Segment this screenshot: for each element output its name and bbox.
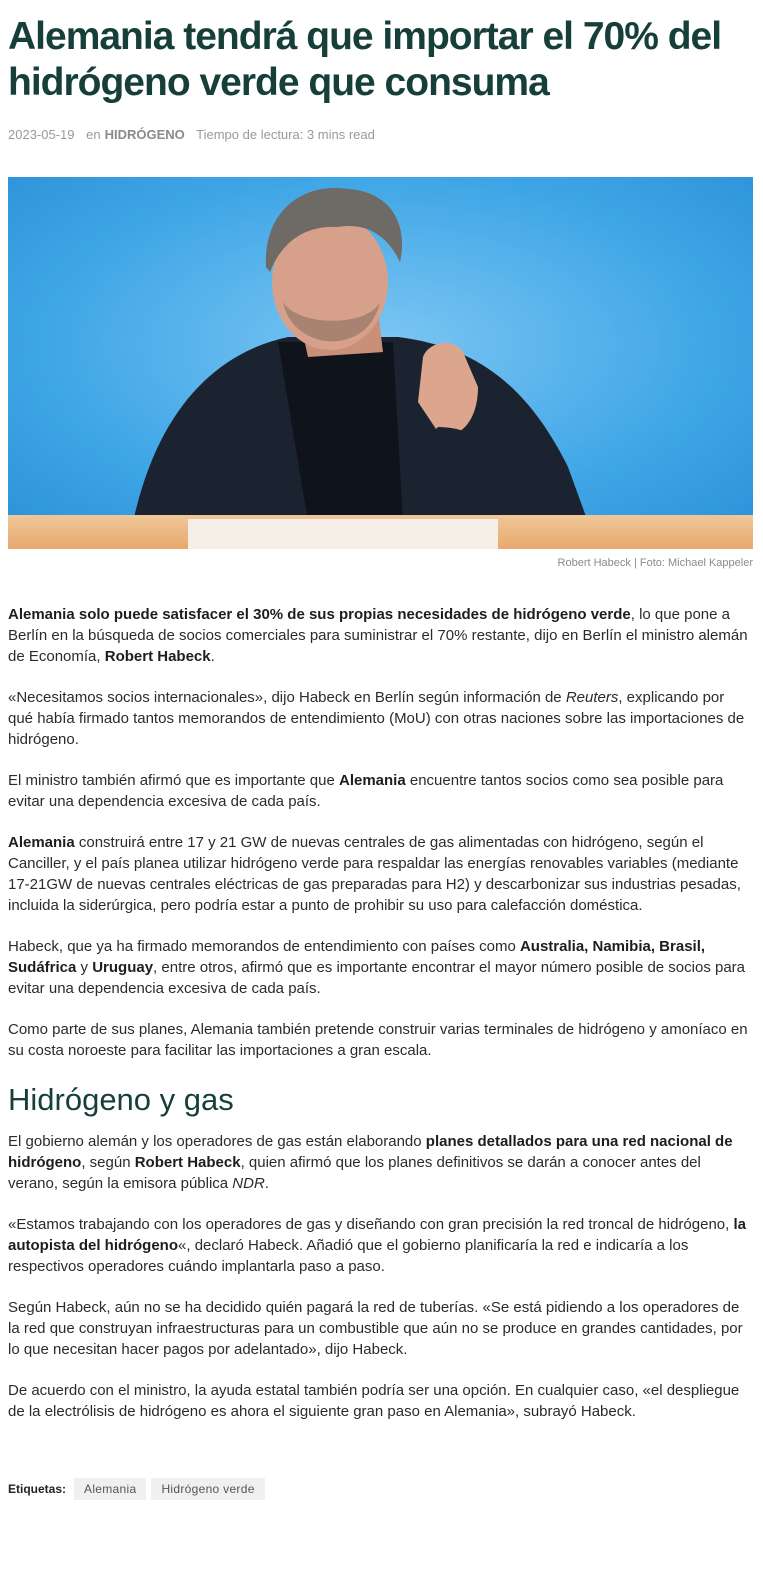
- section-paragraphs: [8, 1131, 753, 1422]
- tag-hidrogeno-verde[interactable]: Hidrógeno verde: [151, 1478, 264, 1500]
- article-date: 2023-05-19: [8, 127, 75, 142]
- text-run: El ministro también afirmó que es importante que: [8, 772, 339, 789]
- text-run: y: [76, 959, 93, 976]
- featured-image: [8, 177, 753, 549]
- paragraph: [8, 832, 753, 916]
- text-run: «Estamos trabajando con los operadores de gas y diseñando con gran precisión la red troncal de hidrógeno,: [8, 1216, 734, 1233]
- image-caption: Robert Habeck | Foto: Michael Kappeler: [557, 557, 753, 569]
- paragraph: [8, 604, 753, 667]
- article-meta: [8, 127, 383, 142]
- bold-text: Australia, Namibia, Brasil, Sudáfrica: [8, 938, 706, 976]
- bold-text: Robert Habeck: [104, 648, 211, 665]
- text-run: «, declaró Habeck. Añadió que el gobierno planificaría la red e indicaría a los respectivos operadores cuándo implantarla paso a paso.: [8, 1237, 689, 1275]
- category-link[interactable]: HIDRÓGENO: [104, 127, 185, 142]
- text-run: Como parte de sus planes, Alemania también pretende construir varias terminales de hidrógeno y amoníaco en su costa noroeste para facilitar las importaciones a gran escala.: [8, 1021, 748, 1059]
- bold-text: Alemania: [8, 834, 75, 851]
- text-run: , lo que pone a Berlín en la búsqueda de socios comerciales para suministrar el 70% restante, dijo en Berlín el ministro alemán de Economía,: [8, 606, 748, 665]
- section-heading: Hidrógeno y gas: [8, 1082, 234, 1117]
- text-run: .: [264, 1175, 269, 1192]
- bold-text: planes detallados para una red nacional de hidrógeno: [8, 1133, 733, 1171]
- paragraph: [8, 687, 753, 750]
- text-run: , explicando por qué había firmado tantos memorandos de entendimiento (MoU) con otras naciones sobre las importaciones de hidrógeno.: [8, 689, 745, 748]
- text-run: encuentre tantos socios como sea posible para evitar una dependencia excesiva de cada país.: [8, 772, 724, 810]
- article-body: [8, 604, 753, 1442]
- bold-text: Alemania solo puede satisfacer el 30% de sus propias necesidades de hidrógeno verde: [8, 606, 631, 623]
- paragraph: [8, 1297, 753, 1360]
- text-run: El gobierno alemán y los operadores de gas están elaborando: [8, 1133, 426, 1150]
- text-run: .: [210, 648, 215, 665]
- paragraph: [8, 1019, 753, 1061]
- paragraph: [8, 1380, 753, 1422]
- text-run: , entre otros, afirmó que es importante encontrar el mayor número posible de socios para evitar una dependencia excesiva de cada país.: [8, 959, 746, 997]
- category-prefix: en: [86, 127, 101, 142]
- portrait-photo: [8, 177, 753, 549]
- reading-time: Tiempo de lectura: 3 mins read: [196, 127, 375, 142]
- text-run: Habeck, que ya ha firmado memorandos de entendimiento con países como: [8, 938, 520, 955]
- paragraph: [8, 770, 753, 812]
- bold-text: Robert Habeck: [134, 1154, 241, 1171]
- text-run: , según: [81, 1154, 135, 1171]
- bold-text: Uruguay: [92, 959, 154, 976]
- text-run: De acuerdo con el ministro, la ayuda estatal también podría ser una opción. En cualquier caso, «el despliegue de la electrólisis de hidrógeno es ahora el siguiente gran paso en Alemania», subrayó Habeck.: [8, 1382, 740, 1420]
- bold-text: Alemania: [339, 772, 406, 789]
- article-title: Alemania tendrá que importar el 70% del hidrógeno verde que consuma: [8, 15, 722, 104]
- paragraph: [8, 936, 753, 999]
- paragraph: [8, 1131, 753, 1194]
- paragraph: [8, 1214, 753, 1277]
- text-run: construirá entre 17 y 21 GW de nuevas centrales de gas alimentadas con hidrógeno, según el Canciller, y el país planea utilizar hidrógeno verde para respaldar las energías renovables variables (mediante 17-21GW de nuevas centrales eléctricas de gas preparadas para H2) y descarbonizar sus industrias pesadas, incluida la siderúrgica, pero podría estar a punto de prohibir su uso para calefacción doméstica.: [8, 834, 741, 914]
- text-run: Según Habeck, aún no se ha decidido quién pagará la red de tuberías. «Se está pidiendo a los operadores de la red que construyan infraestructuras para un combustible que aún no se produce en grandes cantidades, por lo que necesitan hacer pagos por adelantado», dijo Habeck.: [8, 1299, 743, 1358]
- bold-text: la autopista del hidrógeno: [8, 1216, 746, 1254]
- tags-bar: [8, 1478, 270, 1500]
- italic-text: Reuters: [565, 689, 619, 706]
- text-run: «Necesitamos socios internacionales», dijo Habeck en Berlín según información de: [8, 689, 566, 706]
- text-run: , quien afirmó que los planes definitivos se darán a conocer antes del verano, según la emisora pública: [8, 1154, 701, 1192]
- tags-label: Etiquetas:: [8, 1482, 67, 1496]
- intro-paragraphs: [8, 604, 753, 1061]
- italic-text: NDR: [232, 1175, 265, 1192]
- tag-alemania[interactable]: Alemania: [74, 1478, 146, 1500]
